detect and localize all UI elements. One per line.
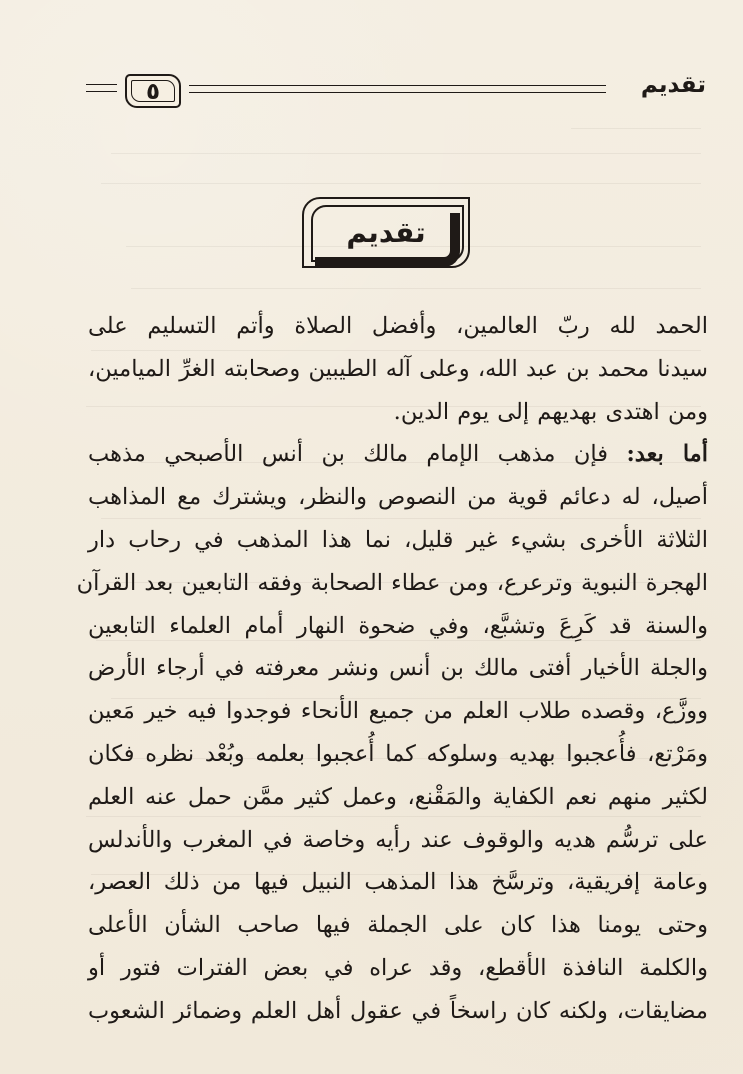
body-line: ومن اهتدى بهديهم إلى يوم الدين. xyxy=(393,398,708,425)
paragraph-start: فإن مذهب الإمام مالك بن أنس الأصبحي مذهب xyxy=(88,441,627,468)
header-rule-right-top xyxy=(189,85,606,86)
body-line: ومَرْتع، فأُعجبوا بهديه وسلوكه كما أُعجبوا بعلمه وبُعْد نظره فكان xyxy=(88,740,708,767)
body-line: الحمد لله ربّ العالمين، وأفضل الصلاة وأتم التسليم على xyxy=(88,313,708,339)
body-line-lead xyxy=(88,433,708,476)
body-line: ووزَّع، وقصده طلاب العلم من جميع الأنحاء فوجدوا فيه خير مَعين xyxy=(88,698,708,725)
body-line: وعامة إفريقية، وترسَّخ هذا المذهب النبيل فيها من ذلك العصر، xyxy=(88,869,708,896)
body-line: والكلمة النافذة الأقطع، وقد عراه في بعض الفترات فتور أو xyxy=(88,954,708,981)
section-title-frame xyxy=(302,197,470,268)
page-number-frame xyxy=(125,74,181,108)
body-line: الهجرة النبوية وترعرع، ومن عطاء الصحابة وفقه التابعين بعد القرآن xyxy=(76,569,708,596)
body-line: والجلة الأخيار أفتى مالك بن أنس ونشر معرفته في أرجاء الأرض xyxy=(88,655,708,682)
running-header xyxy=(86,74,706,112)
paragraph-lead: أما بعد: xyxy=(626,441,708,468)
body-text xyxy=(76,305,708,1033)
body-line: أصيل، له دعائم قوية من النصوص والنظر، ويشترك مع المذاهب xyxy=(88,484,708,511)
header-rule-left-top xyxy=(86,84,117,85)
header-rule-left-bottom xyxy=(86,91,117,92)
body-line: وحتى يومنا هذا كان على الجملة فيها صاحب الشأن الأعلى xyxy=(88,912,708,939)
body-line: مضايقات، ولكنه كان راسخاً في عقول أهل العلم وضمائر الشعوب xyxy=(88,997,708,1024)
running-header-title: تقديم xyxy=(640,72,706,98)
body-line: والسنة قد كَرِعَ وتشبَّع، وفي ضحوة النهار أمام العلماء التابعين xyxy=(88,612,708,639)
section-title: تقديم xyxy=(346,216,426,249)
body-line: على ترسُّم هديه والوقوف عند رأيه وخاصة في المغرب والأندلس xyxy=(88,826,708,853)
body-line: سيدنا محمد بن عبد الله، وعلى آله الطيبين وصحابته الغرِّ الميامين، xyxy=(88,355,708,382)
page-number: ٥ xyxy=(145,79,161,105)
body-line: لكثير منهم نعم الكفاية والمَقْنع، وعمل كثير ممَّن حمل عنه العلم xyxy=(88,783,708,810)
header-rule-right-bottom xyxy=(189,92,606,93)
body-line: الثلاثة الأخرى بشيء غير قليل، نما هذا المذهب في رحاب دار xyxy=(88,526,708,553)
